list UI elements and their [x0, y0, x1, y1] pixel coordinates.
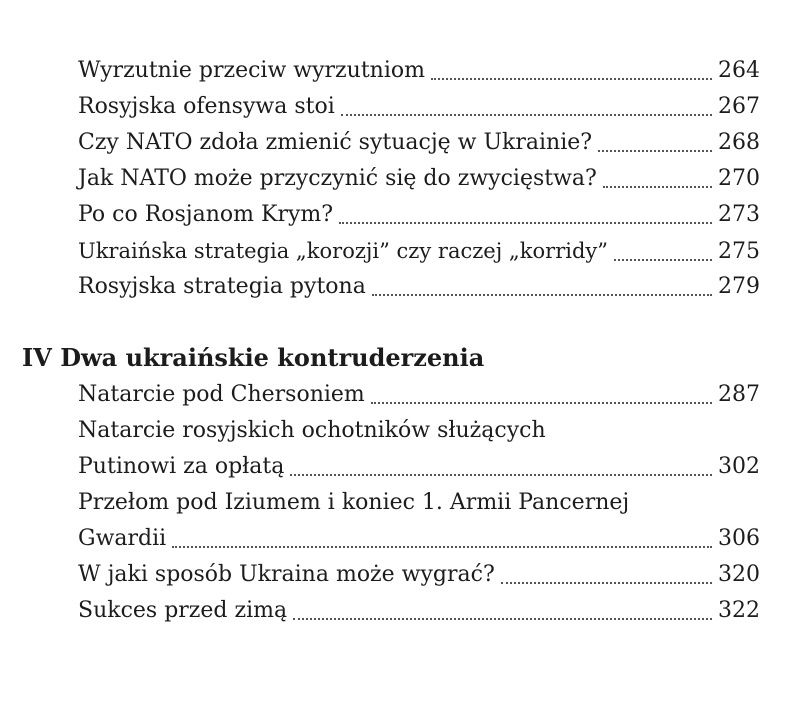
toc-entry-title: W jaki sposób Ukraina może wygrać?	[78, 562, 495, 587]
toc-entry	[78, 377, 760, 413]
toc-entry-page: 273	[718, 202, 760, 227]
toc-entry-page: 302	[718, 454, 760, 479]
toc-entry	[78, 521, 760, 557]
dot-leader	[341, 114, 712, 116]
toc-entry	[78, 449, 760, 485]
dot-leader	[371, 402, 712, 404]
toc-entry-page: 322	[718, 598, 760, 623]
toc-entry	[78, 161, 760, 197]
toc-entry-title: Ukraińska strategia „korozji” czy raczej „korridy”	[78, 239, 608, 263]
toc-entry-title: Putinowi za opłatą	[78, 454, 285, 479]
toc-entry	[78, 125, 760, 161]
toc-entry-page: 267	[718, 94, 760, 119]
dot-leader	[372, 294, 712, 296]
toc-entry-page: 275	[718, 239, 760, 264]
toc-entry	[78, 557, 760, 593]
dot-leader	[501, 582, 712, 584]
toc-entry-page: 268	[718, 130, 760, 155]
toc-entry-title-line1: Przełom pod Iziumem i koniec 1. Armii Pancernej	[78, 490, 630, 515]
toc-entry-page: 264	[718, 58, 760, 83]
dot-leader	[293, 618, 712, 620]
toc-entry-title: Rosyjska strategia pytona	[78, 274, 366, 299]
toc-entry-title: Czy NATO zdoła zmienić sytuację w Ukrainie?	[78, 130, 593, 155]
toc-entry	[78, 269, 760, 305]
toc-entry	[78, 593, 760, 629]
toc-entry-title: Gwardii	[78, 526, 167, 551]
toc-entry-page: 279	[718, 274, 760, 299]
toc-entry-title: Jak NATO może przyczynić się do zwycięstwa?	[78, 166, 597, 191]
chapter-heading: IV Dwa ukraińskie kontruderzenia	[22, 343, 485, 372]
toc-entry-title: Po co Rosjanom Krym?	[78, 202, 334, 227]
dot-leader	[431, 78, 712, 80]
toc-entry-page: 287	[718, 382, 760, 407]
toc-entry-page: 320	[718, 562, 760, 587]
toc-entry-title-line1: Natarcie rosyjskich ochotników służących	[78, 418, 546, 443]
toc-entry	[78, 53, 760, 89]
toc-entry-page: 270	[718, 166, 760, 191]
toc-entry-title: Sukces przed zimą	[78, 598, 288, 623]
dot-leader	[172, 546, 712, 548]
toc-entry	[78, 89, 760, 125]
toc-entry-title: Natarcie pod Chersoniem	[78, 382, 365, 407]
dot-leader	[339, 222, 712, 224]
toc-entry	[78, 233, 760, 270]
toc-entry-title: Wyrzutnie przeciw wyrzutniom	[78, 58, 425, 83]
dot-leader	[603, 186, 712, 188]
toc-entry-page: 306	[718, 526, 760, 551]
toc-entry	[78, 197, 760, 233]
dot-leader	[598, 150, 712, 152]
dot-leader	[614, 259, 712, 261]
dot-leader	[290, 474, 712, 476]
toc-entry-title: Rosyjska ofensywa stoi	[78, 94, 335, 119]
